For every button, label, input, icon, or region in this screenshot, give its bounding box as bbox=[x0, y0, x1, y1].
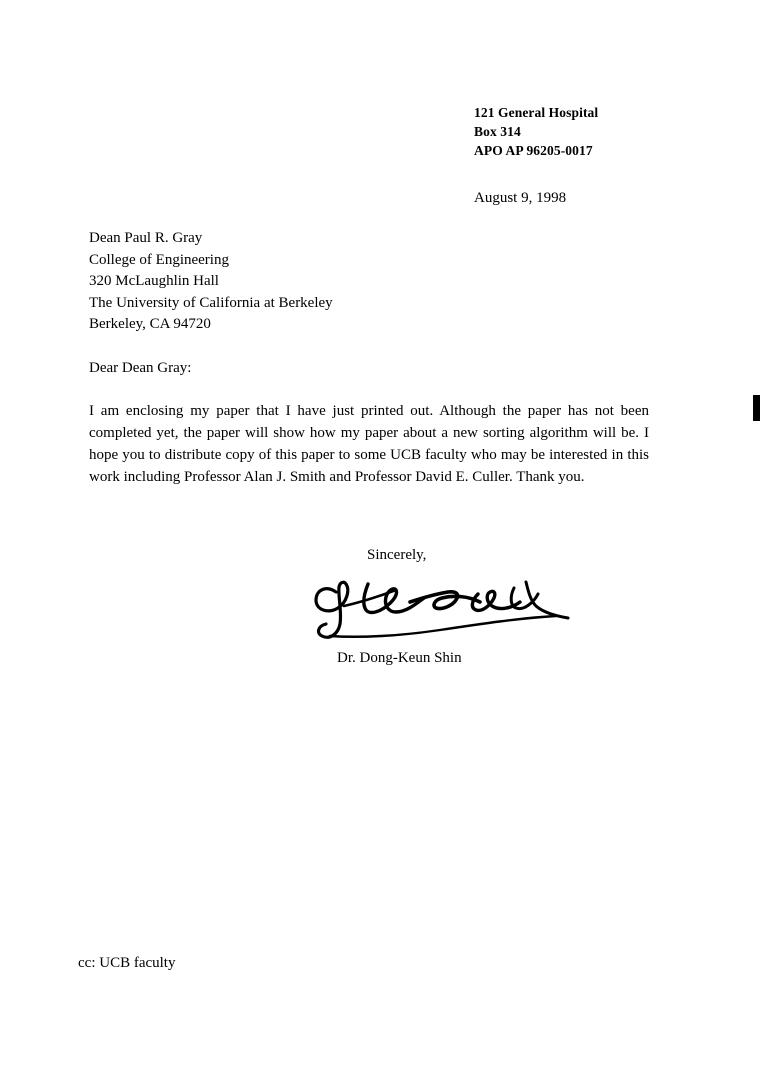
closing-line: Sincerely, bbox=[367, 547, 427, 563]
letter-paragraph: I am enclosing my paper that I have just printed out. Although the paper has not been completed yet, the paper will show how my paper about a new sorting algorithm will be. I hope you to distribute copy of this paper to some UCB faculty who may be interested in this work including Professor Alan J. Smith and Professor David E. Culler. Thank you. bbox=[89, 403, 649, 485]
signer-name: Dr. Dong-Keun Shin bbox=[337, 650, 462, 666]
signature-icon bbox=[300, 572, 590, 647]
recipient-line-4: The University of California at Berkeley bbox=[89, 294, 333, 311]
return-address bbox=[474, 103, 598, 160]
salutation: Dear Dean Gray: bbox=[89, 360, 192, 376]
return-address-line-3: APO AP 96205-0017 bbox=[474, 143, 593, 158]
return-address-line-2: Box 314 bbox=[474, 124, 521, 139]
return-address-line-1: 121 General Hospital bbox=[474, 105, 599, 120]
recipient-line-3: 320 McLaughlin Hall bbox=[89, 273, 219, 289]
cc-line: cc: UCB faculty bbox=[78, 955, 176, 971]
recipient-line-1: Dean Paul R. Gray bbox=[89, 230, 203, 246]
recipient-line-2: College of Engineering bbox=[89, 251, 229, 268]
letter-date: August 9, 1998 bbox=[474, 190, 567, 206]
recipient-address bbox=[89, 228, 333, 336]
recipient-line-5: Berkeley, CA 94720 bbox=[89, 316, 211, 332]
